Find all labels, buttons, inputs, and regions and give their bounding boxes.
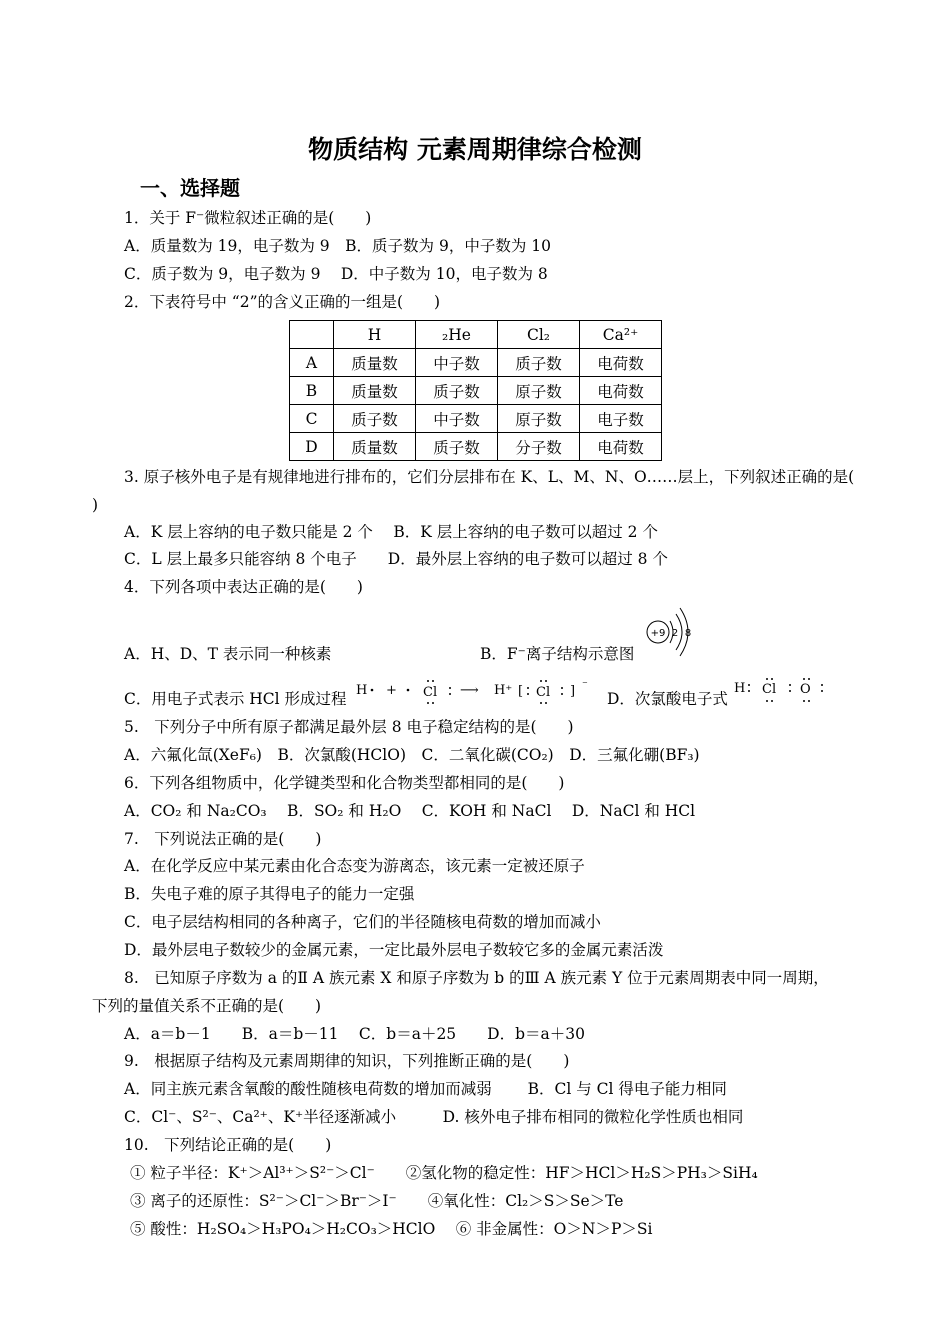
hclo-electron-formula xyxy=(734,674,830,706)
q2-stem: 2．下表符号中 “2”的含义正确的一组是( ) xyxy=(124,293,441,311)
table-header-cell: H xyxy=(334,321,416,349)
table-cell: 电荷数 xyxy=(580,433,662,461)
q7-option-b: B．失电子难的原子其得电子的能力一定强 xyxy=(124,885,415,903)
table-cell: B xyxy=(290,377,334,405)
table-cell: 质量数 xyxy=(334,377,416,405)
table-row xyxy=(290,349,662,377)
q4-option-b: B．F⁻离子结构示意图 xyxy=(480,645,635,663)
table-cell: 原子数 xyxy=(498,405,580,433)
q4-option-a: A．H、D、T 表示同一种核素 xyxy=(124,645,332,663)
table-cell: 分子数 xyxy=(498,433,580,461)
q3-options-cd: C．L 层上最多只能容纳 8 个电子 D．最外层上容纳的电子数可以超过 8 个 xyxy=(124,550,668,568)
shell-2-electrons: 8 xyxy=(684,628,692,639)
q3-stem: 3. 原子核外电子是有规律地进行排布的，它们分层排布在 K、L、M、N、O……层上，下列叙述正确的是( xyxy=(124,468,855,486)
table-cell: 电子数 xyxy=(580,405,662,433)
q5-options: A．六氟化氙(XeF₆) B．次氯酸(HClO) C．二氧化碳(CO₂) D．三氟化硼(BF₃) xyxy=(124,746,700,764)
q4-stem: 4．下列各项中表达正确的是( ) xyxy=(124,578,363,596)
formula-bracket-close: ] xyxy=(570,684,576,699)
q7-option-d: D．最外层电子数较少的金属元素，一定比最外层电子数较它多的金属元素活泼 xyxy=(124,941,664,959)
q7-stem: 7. 下列说法正确的是( ) xyxy=(124,830,322,848)
q8-options: A．a＝b－1 B．a＝b－11 C．b＝a＋25 D．b＝a＋30 xyxy=(124,1025,585,1043)
q1-options-ab: A．质量数为 19，电子数为 9 B．质子数为 9，中子数为 10 xyxy=(124,237,551,255)
q9-stem: 9. 根据原子结构及元素周期律的知识，下列推断正确的是( ) xyxy=(124,1052,570,1070)
formula-arrow: ⟶ xyxy=(460,683,479,698)
table-cell: 原子数 xyxy=(498,377,580,405)
table-row xyxy=(290,377,662,405)
q8-stem: 8. 已知原子序数为 a 的Ⅱ A 族元素 X 和原子序数为 b 的Ⅲ A 族元素 Y 位于元素周期表中同一周期， xyxy=(124,969,829,987)
formula-minus: ⁻ xyxy=(582,678,588,691)
q4-option-d: D．次氯酸电子式 xyxy=(607,690,728,708)
table-cell: 质子数 xyxy=(498,349,580,377)
table-row xyxy=(290,433,662,461)
q9-options-ab: A．同主族元素含氧酸的酸性随核电荷数的增加而减弱 B．Cl 与 Cl 得电子能力相同 xyxy=(124,1080,727,1098)
table-cell: 中子数 xyxy=(416,349,498,377)
table-cell: 质子数 xyxy=(334,405,416,433)
table-cell: C xyxy=(290,405,334,433)
hcl-formation-formula xyxy=(352,676,600,708)
symbol-table xyxy=(289,320,662,461)
formula-cl: Cl xyxy=(762,682,777,697)
q1-options-cd: C．质子数为 9，电子数为 9 D．中子数为 10，电子数为 8 xyxy=(124,265,548,283)
table-cell: 电荷数 xyxy=(580,377,662,405)
shell-1-electrons: 2 xyxy=(671,628,679,639)
formula-bracket-open: [ xyxy=(518,684,524,699)
table-cell: 质量数 xyxy=(334,349,416,377)
table-header-cell: Ca²⁺ xyxy=(580,321,662,349)
formula-cl-ion: Cl xyxy=(536,685,551,700)
q7-option-c: C．电子层结构相同的各种离子，它们的半径随核电荷数的增加而减小 xyxy=(124,913,601,931)
q6-options: A．CO₂ 和 Na₂CO₃ B．SO₂ 和 H₂O C．KOH 和 NaCl D．NaCl 和 HCl xyxy=(124,802,696,820)
table-cell: A xyxy=(290,349,334,377)
table-cell: 质子数 xyxy=(416,433,498,461)
q10-item-line-3: ⑤ 酸性：H₂SO₄＞H₃PO₄＞H₂CO₃＞HClO ⑥ 非金属性：O＞N＞P＞Si xyxy=(130,1220,653,1238)
table-cell: D xyxy=(290,433,334,461)
q3-stem-continued: ) xyxy=(92,496,99,514)
q8-stem-continued: 下列的量值关系不正确的是( ) xyxy=(92,997,322,1015)
table-header-cell xyxy=(290,321,334,349)
table-row xyxy=(290,405,662,433)
q1-stem: 1．关于 F⁻微粒叙述正确的是( ) xyxy=(124,209,372,227)
table-header-cell: Cl₂ xyxy=(498,321,580,349)
q9-options-cd: C．Cl⁻、S²⁻、Ca²⁺、K⁺半径逐渐减小 D. 核外电子排布相同的微粒化学性质也相同 xyxy=(124,1108,744,1126)
table-cell: 质子数 xyxy=(416,377,498,405)
formula-plus: + xyxy=(386,683,397,698)
q3-options-ab: A．K 层上容纳的电子数只能是 2 个 B．K 层上容纳的电子数可以超过 2 个 xyxy=(124,523,658,541)
nucleus-charge: +9 xyxy=(650,628,666,639)
fluoride-ion-structure-diagram xyxy=(642,604,702,662)
table-cell: 中子数 xyxy=(416,405,498,433)
q4-option-c: C．用电子式表示 HCl 形成过程 xyxy=(124,690,347,708)
formula-h: H xyxy=(356,683,368,698)
formula-hplus: H⁺ xyxy=(494,683,513,698)
q10-item-line-2: ③ 离子的还原性：S²⁻＞Cl⁻＞Br⁻＞I⁻ ④氧化性：Cl₂＞S＞Se＞Te xyxy=(130,1192,624,1210)
document-title: 物质结构 元素周期律综合检测 xyxy=(308,135,642,164)
table-header-cell: ₂He xyxy=(416,321,498,349)
q7-option-a: A．在化学反应中某元素由化合态变为游离态，该元素一定被还原子 xyxy=(124,857,585,875)
q10-stem: 10. 下列结论正确的是( ) xyxy=(124,1136,332,1154)
section-heading: 一、选择题 xyxy=(140,176,240,200)
table-header-row xyxy=(290,321,662,349)
formula-cl: Cl xyxy=(423,685,438,700)
q6-stem: 6．下列各组物质中，化学键类型和化合物类型都相同的是( ) xyxy=(124,774,565,792)
formula-h: H xyxy=(734,681,746,696)
table-cell: 电荷数 xyxy=(580,349,662,377)
formula-o: O xyxy=(800,682,811,697)
table-cell: 质量数 xyxy=(334,433,416,461)
q10-item-line-1: ① 粒子半径：K⁺＞Al³⁺＞S²⁻＞Cl⁻ ②氢化物的稳定性：HF＞HCl＞H₂S＞PH₃＞SiH₄ xyxy=(130,1164,758,1182)
q5-stem: 5. 下列分子中所有原子都满足最外层 8 电子稳定结构的是( ) xyxy=(124,718,574,736)
